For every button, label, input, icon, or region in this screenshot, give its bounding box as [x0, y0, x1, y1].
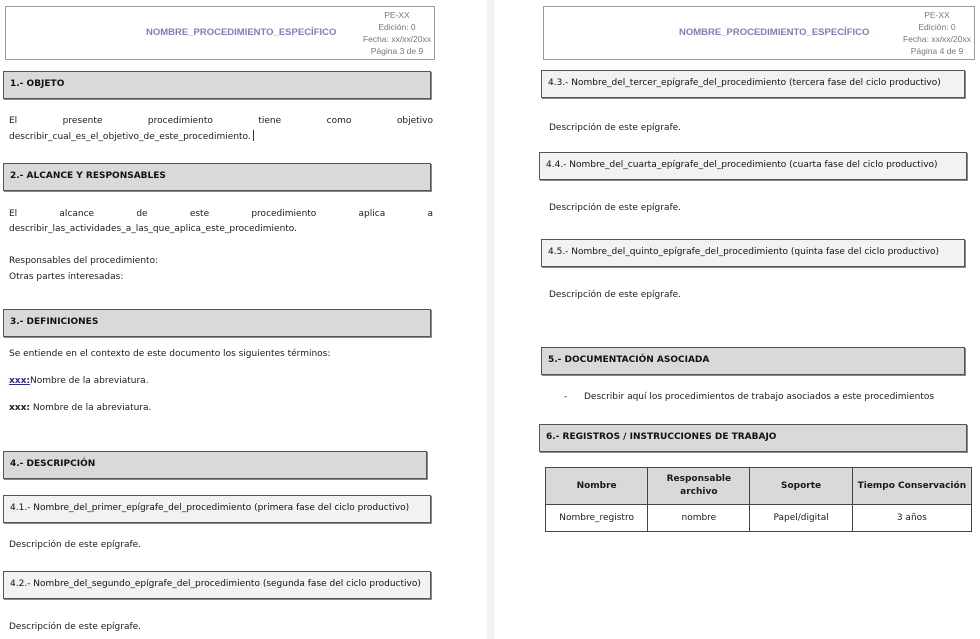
subsection-heading-4-5[interactable]: 4.5.- Nombre_del_quinto_epígrafe_del_procedimiento (quinta fase del ciclo productivo): [541, 239, 965, 267]
text-cursor: [253, 130, 254, 141]
word: El: [9, 116, 18, 126]
page-number: Página 4 de 9: [910, 46, 964, 56]
word: objetivo: [396, 116, 433, 126]
subsection-body[interactable]: Descripción de este epígrafe.: [549, 290, 682, 300]
word: alcance: [59, 209, 95, 219]
doc-date: Fecha: xx/xx/20xx: [362, 34, 431, 44]
procedure-title: NOMBRE_PROCEDIMIENTO_ESPECÍFICO: [146, 27, 337, 38]
documentacion-text: Describir aquí los procedimientos de trabajo asociados a este procedimientos: [584, 392, 935, 402]
word: procedimiento: [251, 209, 317, 219]
objeto-text: describir_cual_es_el_objetivo_de_este_procedimiento.: [9, 132, 251, 142]
bullet-dash: -: [564, 392, 568, 402]
word: como: [326, 116, 352, 126]
abbreviation[interactable]: xxx:: [9, 376, 31, 386]
word: El: [9, 209, 18, 219]
page-header: [5, 6, 435, 60]
word: presente: [62, 116, 103, 126]
section-heading-objeto[interactable]: 1.- OBJETO: [3, 71, 431, 99]
section-heading-descripcion[interactable]: 4.- DESCRIPCIÓN: [3, 451, 427, 479]
definition-text: Nombre de la abreviatura.: [30, 376, 149, 386]
header-meta: [363, 9, 431, 57]
cell-soporte[interactable]: Papel/digital: [750, 505, 852, 532]
column-header-responsable: Responsable archivo: [648, 468, 750, 505]
document-page-3: [0, 0, 486, 639]
document-page-4: [494, 0, 980, 639]
subsection-heading-4-1[interactable]: 4.1.- Nombre_del_primer_epígrafe_del_procedimiento (primera fase del ciclo productivo): [3, 495, 431, 523]
word: aplica: [358, 209, 386, 219]
definition-term[interactable]: [9, 400, 151, 416]
definition-term[interactable]: [9, 373, 149, 389]
registros-table: [545, 467, 972, 532]
word: tiene: [258, 116, 282, 126]
doc-date: Fecha: xx/xx/20xx: [902, 34, 971, 44]
column-header-nombre: Nombre: [546, 468, 648, 505]
word: a: [427, 209, 433, 219]
objeto-line-2[interactable]: [9, 129, 254, 145]
alcance-line-1[interactable]: [9, 206, 433, 222]
responsables-label[interactable]: Responsables del procedimiento:: [9, 256, 159, 266]
word: procedimiento: [147, 116, 213, 126]
page-number: Página 3 de 9: [370, 46, 424, 56]
subsection-body[interactable]: Descripción de este epígrafe.: [549, 203, 682, 213]
doc-edition: Edición: 0: [918, 22, 956, 32]
alcance-line-2[interactable]: describir_las_actividades_a_las_que_aplica_este_procedimiento.: [9, 224, 298, 234]
page-divider: [486, 0, 494, 639]
subsection-body[interactable]: Descripción de este epígrafe.: [9, 540, 142, 550]
table-row: [546, 505, 972, 532]
table-header-row: [546, 468, 972, 505]
section-heading-definiciones[interactable]: 3.- DEFINICIONES: [3, 309, 431, 337]
section-heading-alcance[interactable]: 2.- ALCANCE Y RESPONSABLES: [3, 163, 431, 191]
definiciones-intro[interactable]: Se entiende en el contexto de este documento los siguientes términos:: [9, 349, 331, 359]
documentacion-item[interactable]: [564, 389, 934, 405]
subsection-heading-4-2[interactable]: 4.2.- Nombre_del_segundo_epígrafe_del_procedimiento (segunda fase del ciclo productivo): [3, 571, 431, 599]
cell-responsable[interactable]: nombre: [648, 505, 750, 532]
cell-tiempo[interactable]: 3 años: [852, 505, 971, 532]
section-heading-documentacion[interactable]: 5.- DOCUMENTACIÓN ASOCIADA: [541, 347, 965, 375]
doc-edition: Edición: 0: [378, 22, 416, 32]
page-header: [543, 6, 975, 60]
subsection-heading-4-4[interactable]: 4.4.- Nombre_del_cuarta_epígrafe_del_procedimiento (cuarta fase del ciclo productivo): [539, 152, 967, 180]
cell-nombre[interactable]: Nombre_registro: [546, 505, 648, 532]
subsection-body[interactable]: Descripción de este epígrafe.: [9, 622, 142, 632]
column-header-tiempo: Tiempo Conservación: [852, 468, 971, 505]
procedure-title: NOMBRE_PROCEDIMIENTO_ESPECÍFICO: [679, 27, 870, 38]
word: de: [136, 209, 148, 219]
word: este: [189, 209, 210, 219]
otras-partes-label[interactable]: Otras partes interesadas:: [9, 272, 124, 282]
doc-code: PE-XX: [924, 10, 950, 20]
column-header-soporte: Soporte: [750, 468, 852, 505]
definition-text: Nombre de la abreviatura.: [30, 403, 152, 413]
subsection-body[interactable]: Descripción de este epígrafe.: [549, 123, 682, 133]
doc-code: PE-XX: [384, 10, 410, 20]
header-meta: [903, 9, 971, 57]
abbreviation: xxx:: [9, 403, 31, 413]
subsection-heading-4-3[interactable]: 4.3.- Nombre_del_tercer_epígrafe_del_procedimiento (tercera fase del ciclo productivo): [541, 70, 965, 98]
section-heading-registros[interactable]: 6.- REGISTROS / INSTRUCCIONES DE TRABAJO: [539, 424, 967, 452]
objeto-line-1[interactable]: [9, 113, 433, 129]
